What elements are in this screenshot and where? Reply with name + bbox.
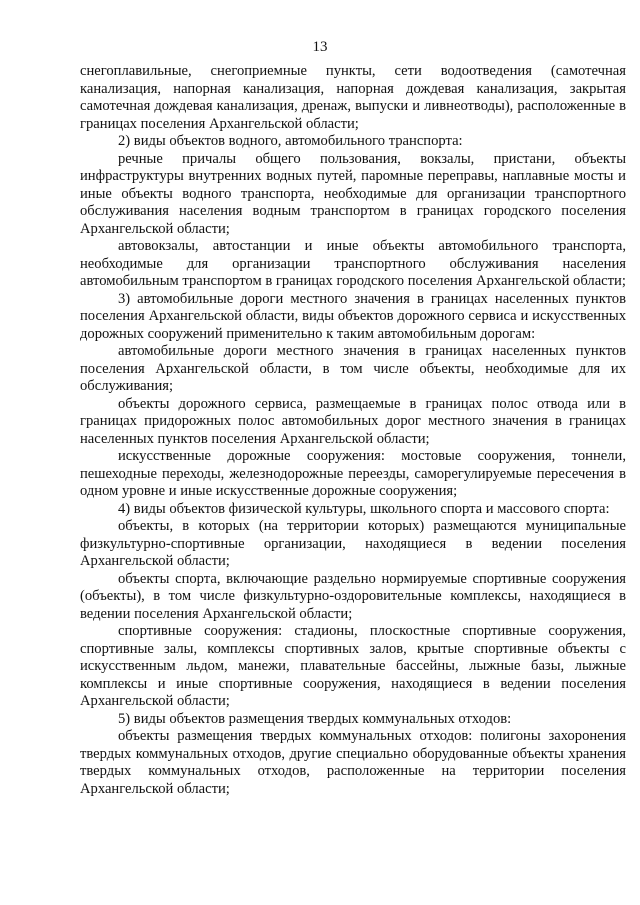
document-body (80, 63, 626, 798)
paragraph-item-5-heading: 5) виды объектов размещения твердых коммунальных отходов: (118, 710, 512, 727)
paragraph: объекты размещения твердых коммунальных отходов: полигоны захоронения твердых коммунальных отходов, другие специально оборудованные объекты хранения твердых коммунальных отходов, расположенные на территории поселения Архангельской области; (80, 728, 626, 797)
paragraph: автомобильные дороги местного значения в границах населенных пунктов поселения Архангельской области, в том числе объекты, необходимые для их обслуживания; (80, 343, 626, 394)
paragraph-continuation: снегоплавильные, снегоприемные пункты, сети водоотведения (самотечная канализация, напорная канализация, напорная дождевая канализация, закрытая самотечная дождевая канализация, дренаж, выпуски и ливнеотводы), расположенные в границах поселения Архангельской области; (80, 63, 626, 132)
paragraph: искусственные дорожные сооружения: мостовые сооружения, тоннели, пешеходные переходы, железнодорожные переезды, саморегулируемые пересечения в одном уровне и иные искусственные дорожные сооружения; (80, 448, 626, 499)
paragraph: объекты дорожного сервиса, размещаемые в границах полос отвода или в границах придорожных полос автомобильных дорог местного значения в границах населенных пунктов поселения Архангельской области; (80, 395, 626, 447)
paragraph: объекты спорта, включающие раздельно нормируемые спортивные сооружения (объекты), в том числе физкультурно-оздоровительные комплексы, находящиеся в ведении поселения Архангельской области; (80, 570, 626, 622)
page-number: 13 (312, 39, 328, 55)
paragraph: автовокзалы, автостанции и иные объекты автомобильного транспорта, необходимые для организации транспортного обслуживания населения автомобильным транспортом в границах городского поселения Архангельской области; (80, 238, 626, 289)
paragraph: речные причалы общего пользования, вокзалы, пристани, объекты инфраструктуры внутренних водных путей, паромные переправы, наплавные мосты и иные объекты водного транспорта, необходимые для организации транспортного обслуживания населения водным транспортом в границах городского поселения Архангельской области; (80, 150, 626, 237)
paragraph: спортивные сооружения: стадионы, плоскостные спортивные сооружения, спортивные залы, комплексы спортивных залов, крытые спортивные объекты с искусственным льдом, манежи, плавательные бассейны, лыжные базы, лыжные комплексы и иные спортивные сооружения, находящиеся в ведении поселения Архангельской области; (80, 623, 626, 709)
paragraph-item-3-heading: 3) автомобильные дороги местного значения в границах населенных пунктов поселения Архангельской области, виды объектов дорожного сервиса и искусственных дорожных сооружений применительно к таким автомобильным дорогам: (80, 290, 626, 342)
paragraph: объекты, в которых (на территории которых) размещаются муниципальные физкультурно-спортивные организации, находящиеся в ведении поселения Архангельской области; (80, 518, 626, 569)
paragraph-item-2-heading: 2) виды объектов водного, автомобильного транспорта: (118, 133, 463, 149)
paragraph-item-4-heading: 4) виды объектов физической культуры, школьного спорта и массового спорта: (118, 500, 610, 517)
